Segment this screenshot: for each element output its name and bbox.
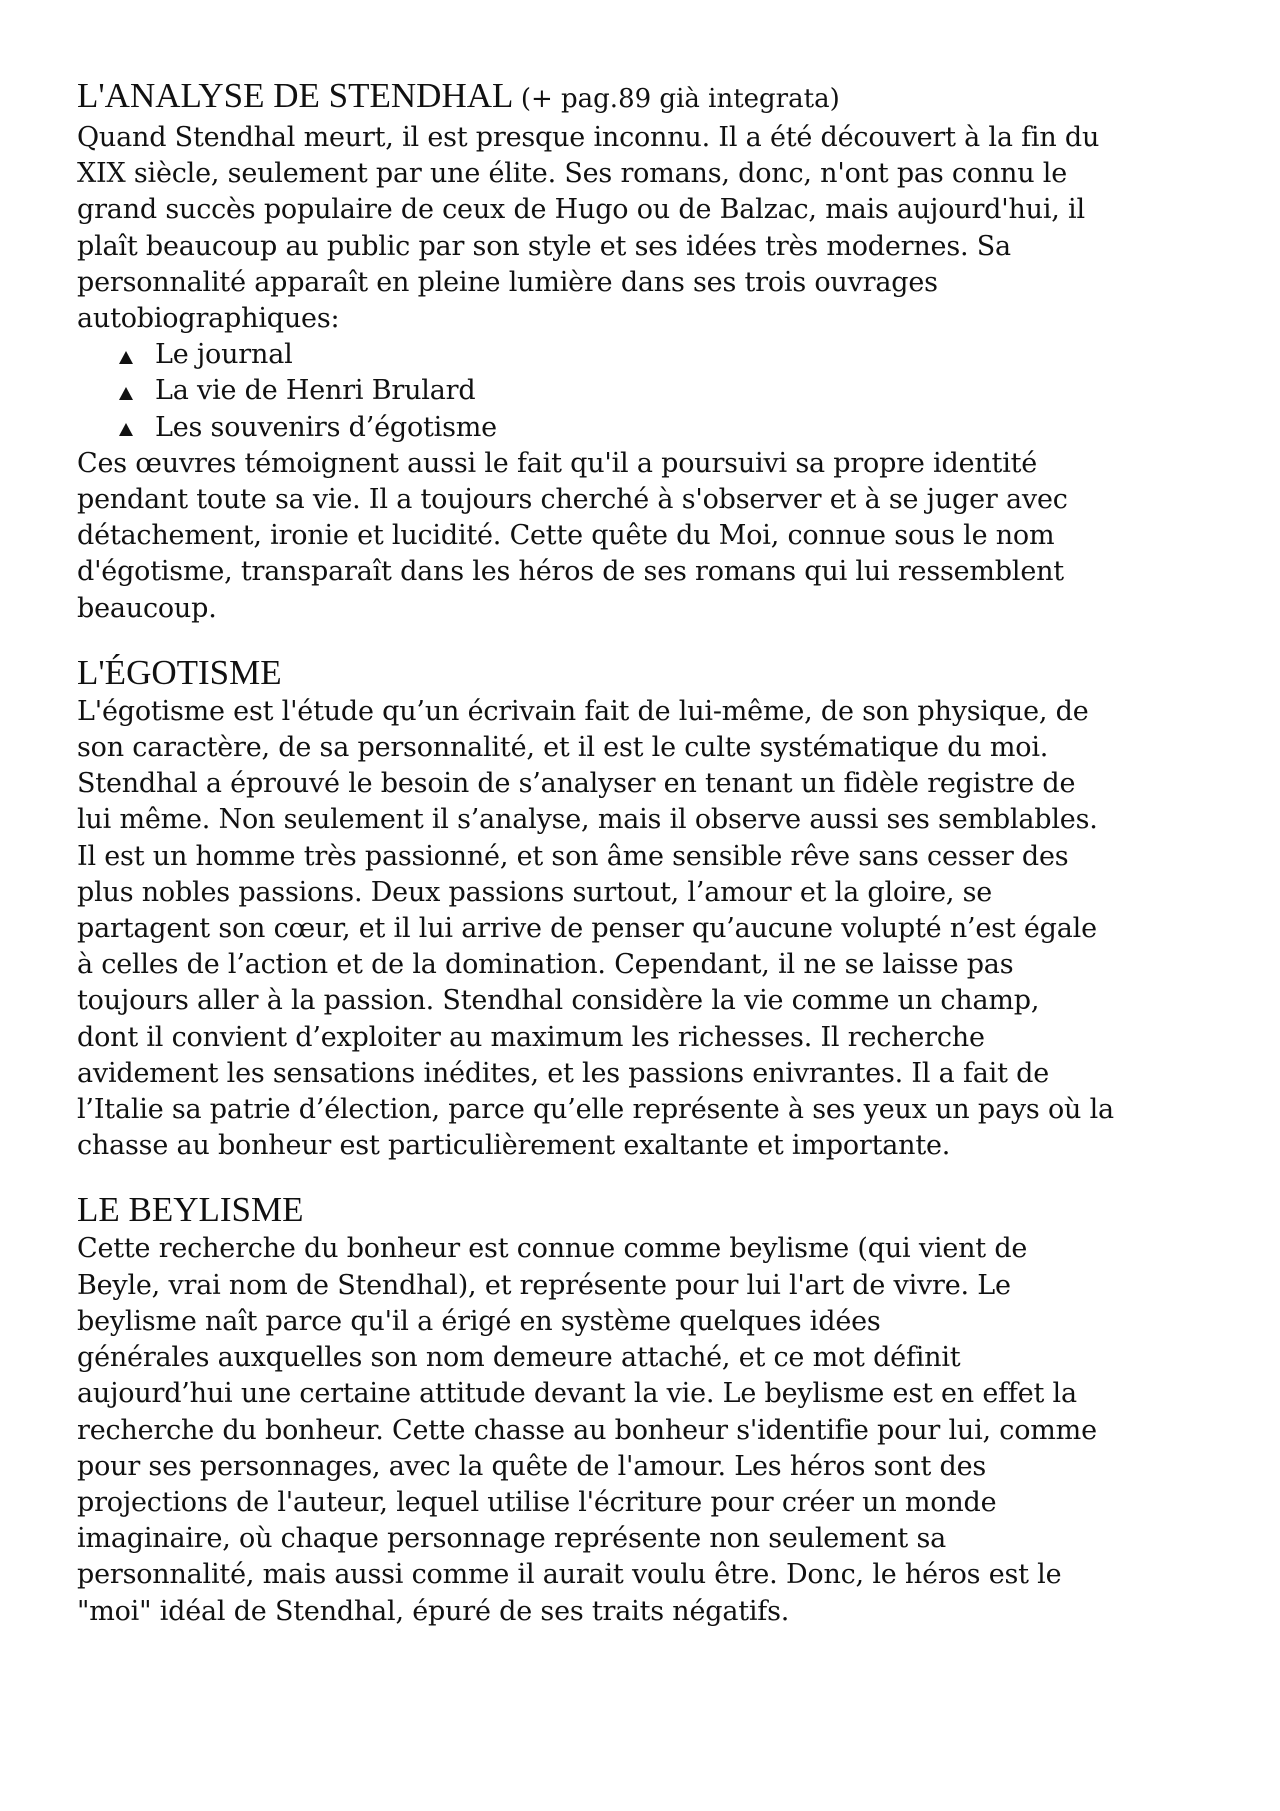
text-line: XIX siècle, seulement par une élite. Ses romans, donc, n'ont pas connu le xyxy=(77,158,1068,190)
section-title xyxy=(77,75,1217,120)
text-line: "moi" idéal de Stendhal, épuré de ses traits négatifs. xyxy=(77,1595,790,1627)
text-line: imaginaire, où chaque personnage représente non seulement sa xyxy=(77,1523,946,1555)
section-analyse xyxy=(77,75,1217,627)
text-line: personnalité, mais aussi comme il aurait voulu être. Donc, le héros est le xyxy=(77,1559,1062,1591)
text-line: générales auxquelles son nom demeure attaché, et ce mot définit xyxy=(77,1342,961,1374)
text-line: lui même. Non seulement il s’analyse, mais il observe aussi ses semblables. xyxy=(77,804,1098,836)
text-line: chasse au bonheur est particulièrement exaltante et importante. xyxy=(77,1130,951,1162)
list-item-text: Le journal xyxy=(155,339,293,371)
text-line: Il est un homme très passionné, et son âme sensible rêve sans cesser des xyxy=(77,840,1069,872)
text-line: aujourd’hui une certaine attitude devant la vie. Le beylisme est en effet la xyxy=(77,1378,1077,1410)
text-line: pendant toute sa vie. Il a toujours cherché à s'observer et à se juger avec xyxy=(77,484,1068,516)
text-line: plus nobles passions. Deux passions surtout, l’amour et la gloire, se xyxy=(77,876,993,908)
text-line: projections de l'auteur, lequel utilise l'écriture pour créer un monde xyxy=(77,1486,997,1518)
text-line: à celles de l’action et de la domination. Cependant, il ne se laisse pas xyxy=(77,949,1014,981)
paragraph-beylisme xyxy=(77,1231,1217,1629)
text-line: détachement, ironie et lucidité. Cette quête du Moi, connue sous le nom xyxy=(77,520,1055,552)
text-line: toujours aller à la passion. Stendhal considère la vie comme un champ, xyxy=(77,985,1040,1017)
paragraph-egotisme xyxy=(77,694,1217,1165)
section-title: LE BEYLISME xyxy=(77,1190,304,1230)
text-line: L'égotisme est l'étude qu’un écrivain fait de lui-même, de son physique, de xyxy=(77,695,1089,727)
paragraph-oeuvres xyxy=(77,446,1217,627)
text-line: plaît beaucoup au public par son style et ses idées très modernes. Sa xyxy=(77,230,1011,262)
list-item xyxy=(119,373,1217,409)
text-line: beylisme naît parce qu'il a érigé en système quelques idées xyxy=(77,1305,881,1337)
section-egotisme xyxy=(77,652,1217,1165)
triangle-bullet-icon xyxy=(119,387,133,400)
text-line: d'égotisme, transparaît dans les héros de ses romans qui lui ressemblent xyxy=(77,556,1064,588)
section-title-note: (+ pag.89 già integrata) xyxy=(520,84,840,114)
section-title-text: L'ANALYSE DE STENDHAL xyxy=(77,76,513,115)
bullet-list xyxy=(77,337,1217,446)
triangle-bullet-icon xyxy=(119,423,133,436)
list-item-text: La vie de Henri Brulard xyxy=(155,375,476,407)
document-page xyxy=(77,75,1217,1655)
list-item xyxy=(119,337,1217,373)
text-line: Ces œuvres témoignent aussi le fait qu'il a poursuivi sa propre identité xyxy=(77,447,1038,479)
list-item-text: Les souvenirs d’égotisme xyxy=(155,411,497,443)
section-beylisme xyxy=(77,1189,1217,1629)
text-line: recherche du bonheur. Cette chasse au bonheur s'identifie pour lui, comme xyxy=(77,1414,1097,1446)
text-line: Cette recherche du bonheur est connue comme beylisme (qui vient de xyxy=(77,1233,1028,1265)
list-item xyxy=(119,410,1217,446)
section-title: L'ÉGOTISME xyxy=(77,652,282,692)
text-line: Beyle, vrai nom de Stendhal), et représente pour lui l'art de vivre. Le xyxy=(77,1269,1011,1301)
text-line: personnalité apparaît en pleine lumière dans ses trois ouvrages xyxy=(77,266,938,298)
text-line: pour ses personnages, avec la quête de l'amour. Les héros sont des xyxy=(77,1450,987,1482)
paragraph-intro xyxy=(77,120,1217,337)
text-line: autobiographiques: xyxy=(77,303,340,335)
text-line: partagent son cœur, et il lui arrive de penser qu’aucune volupté n’est égale xyxy=(77,913,1097,945)
text-line: Stendhal a éprouvé le besoin de s’analyser en tenant un fidèle registre de xyxy=(77,768,1076,800)
text-line: Quand Stendhal meurt, il est presque inconnu. Il a été découvert à la fin du xyxy=(77,122,1100,153)
text-line: son caractère, de sa personnalité, et il est le culte systématique du moi. xyxy=(77,732,1049,764)
triangle-bullet-icon xyxy=(119,351,133,364)
text-line: grand succès populaire de ceux de Hugo ou de Balzac, mais aujourd'hui, il xyxy=(77,194,1085,226)
text-line: dont il convient d’exploiter au maximum les richesses. Il recherche xyxy=(77,1021,985,1053)
text-line: beaucoup. xyxy=(77,592,217,624)
text-line: avidement les sensations inédites, et les passions enivrantes. Il a fait de xyxy=(77,1057,1049,1089)
text-line: l’Italie sa patrie d’élection, parce qu’elle représente à ses yeux un pays où la xyxy=(77,1094,1114,1126)
